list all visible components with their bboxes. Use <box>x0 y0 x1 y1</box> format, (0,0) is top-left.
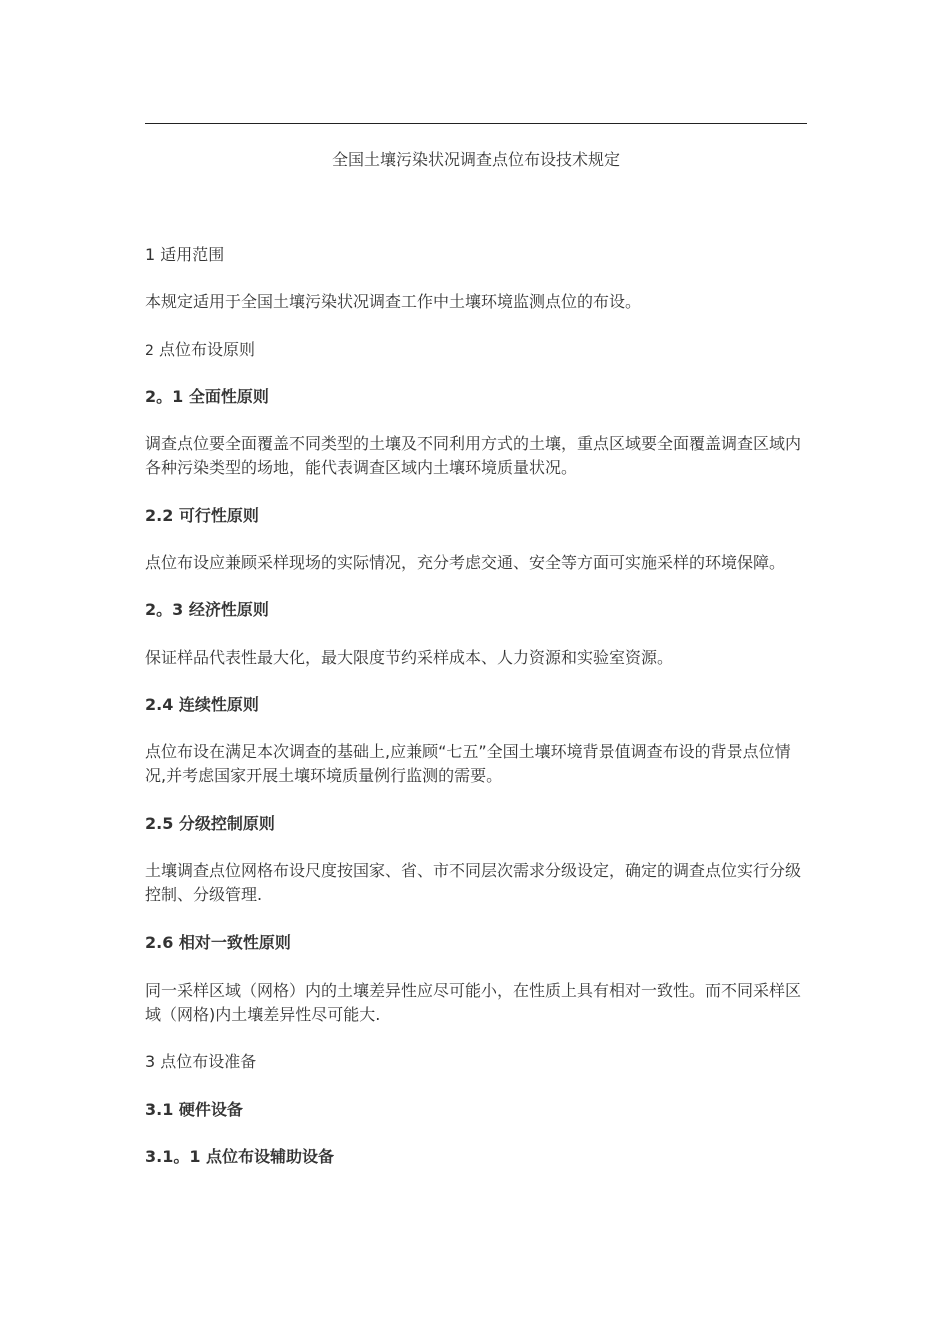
section-2-number: 2 <box>145 343 154 359</box>
section-2-title: 点位布设原则 <box>153 340 256 359</box>
section-1-heading: 1 适用范围 <box>145 245 225 264</box>
section-2-2-text: 点位布设应兼顾采样现场的实际情况，充分考虑交通、安全等方面可实施采样的环境保障。 <box>145 553 786 572</box>
section-2-3-heading: 2。3 经济性原则 <box>145 600 269 619</box>
section-3-1-heading: 3.1 硬件设备 <box>145 1100 243 1119</box>
section-3-heading: 3 点位布设准备 <box>145 1052 257 1071</box>
section-2-heading <box>145 338 813 363</box>
section-2-5-heading: 2.5 分级控制原则 <box>145 814 275 833</box>
section-2-6-text: 同一采样区域（网格）内的土壤差异性应尽可能小，在性质上具有相对一致性。而不同采样区域（网格)内土壤差异性尽可能大. <box>145 981 802 1024</box>
top-divider <box>145 123 807 124</box>
section-2-1-text: 调查点位要全面覆盖不同类型的土壤及不同利用方式的土壤，重点区域要全面覆盖调查区域内各种污染类型的场地，能代表调查区域内土壤环境质量状况。 <box>145 434 802 477</box>
section-2-2-heading: 2.2 可行性原则 <box>145 506 259 525</box>
section-2-4-text: 点位布设在满足本次调查的基础上,应兼顾“七五”全国土壤环境背景值调查布设的背景点位情况,并考虑国家开展土壤环境质量例行监测的需要。 <box>145 742 791 785</box>
document-title: 全国土壤污染状况调查点位布设技术规定 <box>331 150 620 169</box>
section-2-4-heading: 2.4 连续性原则 <box>145 695 259 714</box>
section-3-1-1-heading: 3.1。1 点位布设辅助设备 <box>145 1147 335 1166</box>
section-2-1-heading: 2。1 全面性原则 <box>145 387 269 406</box>
section-2-3-text: 保证样品代表性最大化，最大限度节约采样成本、人力资源和实验室资源。 <box>145 648 674 667</box>
section-2-5-text: 土壤调查点位网格布设尺度按国家、省、市不同层次需求分级设定，确定的调查点位实行分级控制、分级管理. <box>145 861 802 904</box>
section-1-text: 本规定适用于全国土壤污染状况调查工作中土壤环境监测点位的布设。 <box>145 292 642 311</box>
section-2-6-heading: 2.6 相对一致性原则 <box>145 933 291 952</box>
